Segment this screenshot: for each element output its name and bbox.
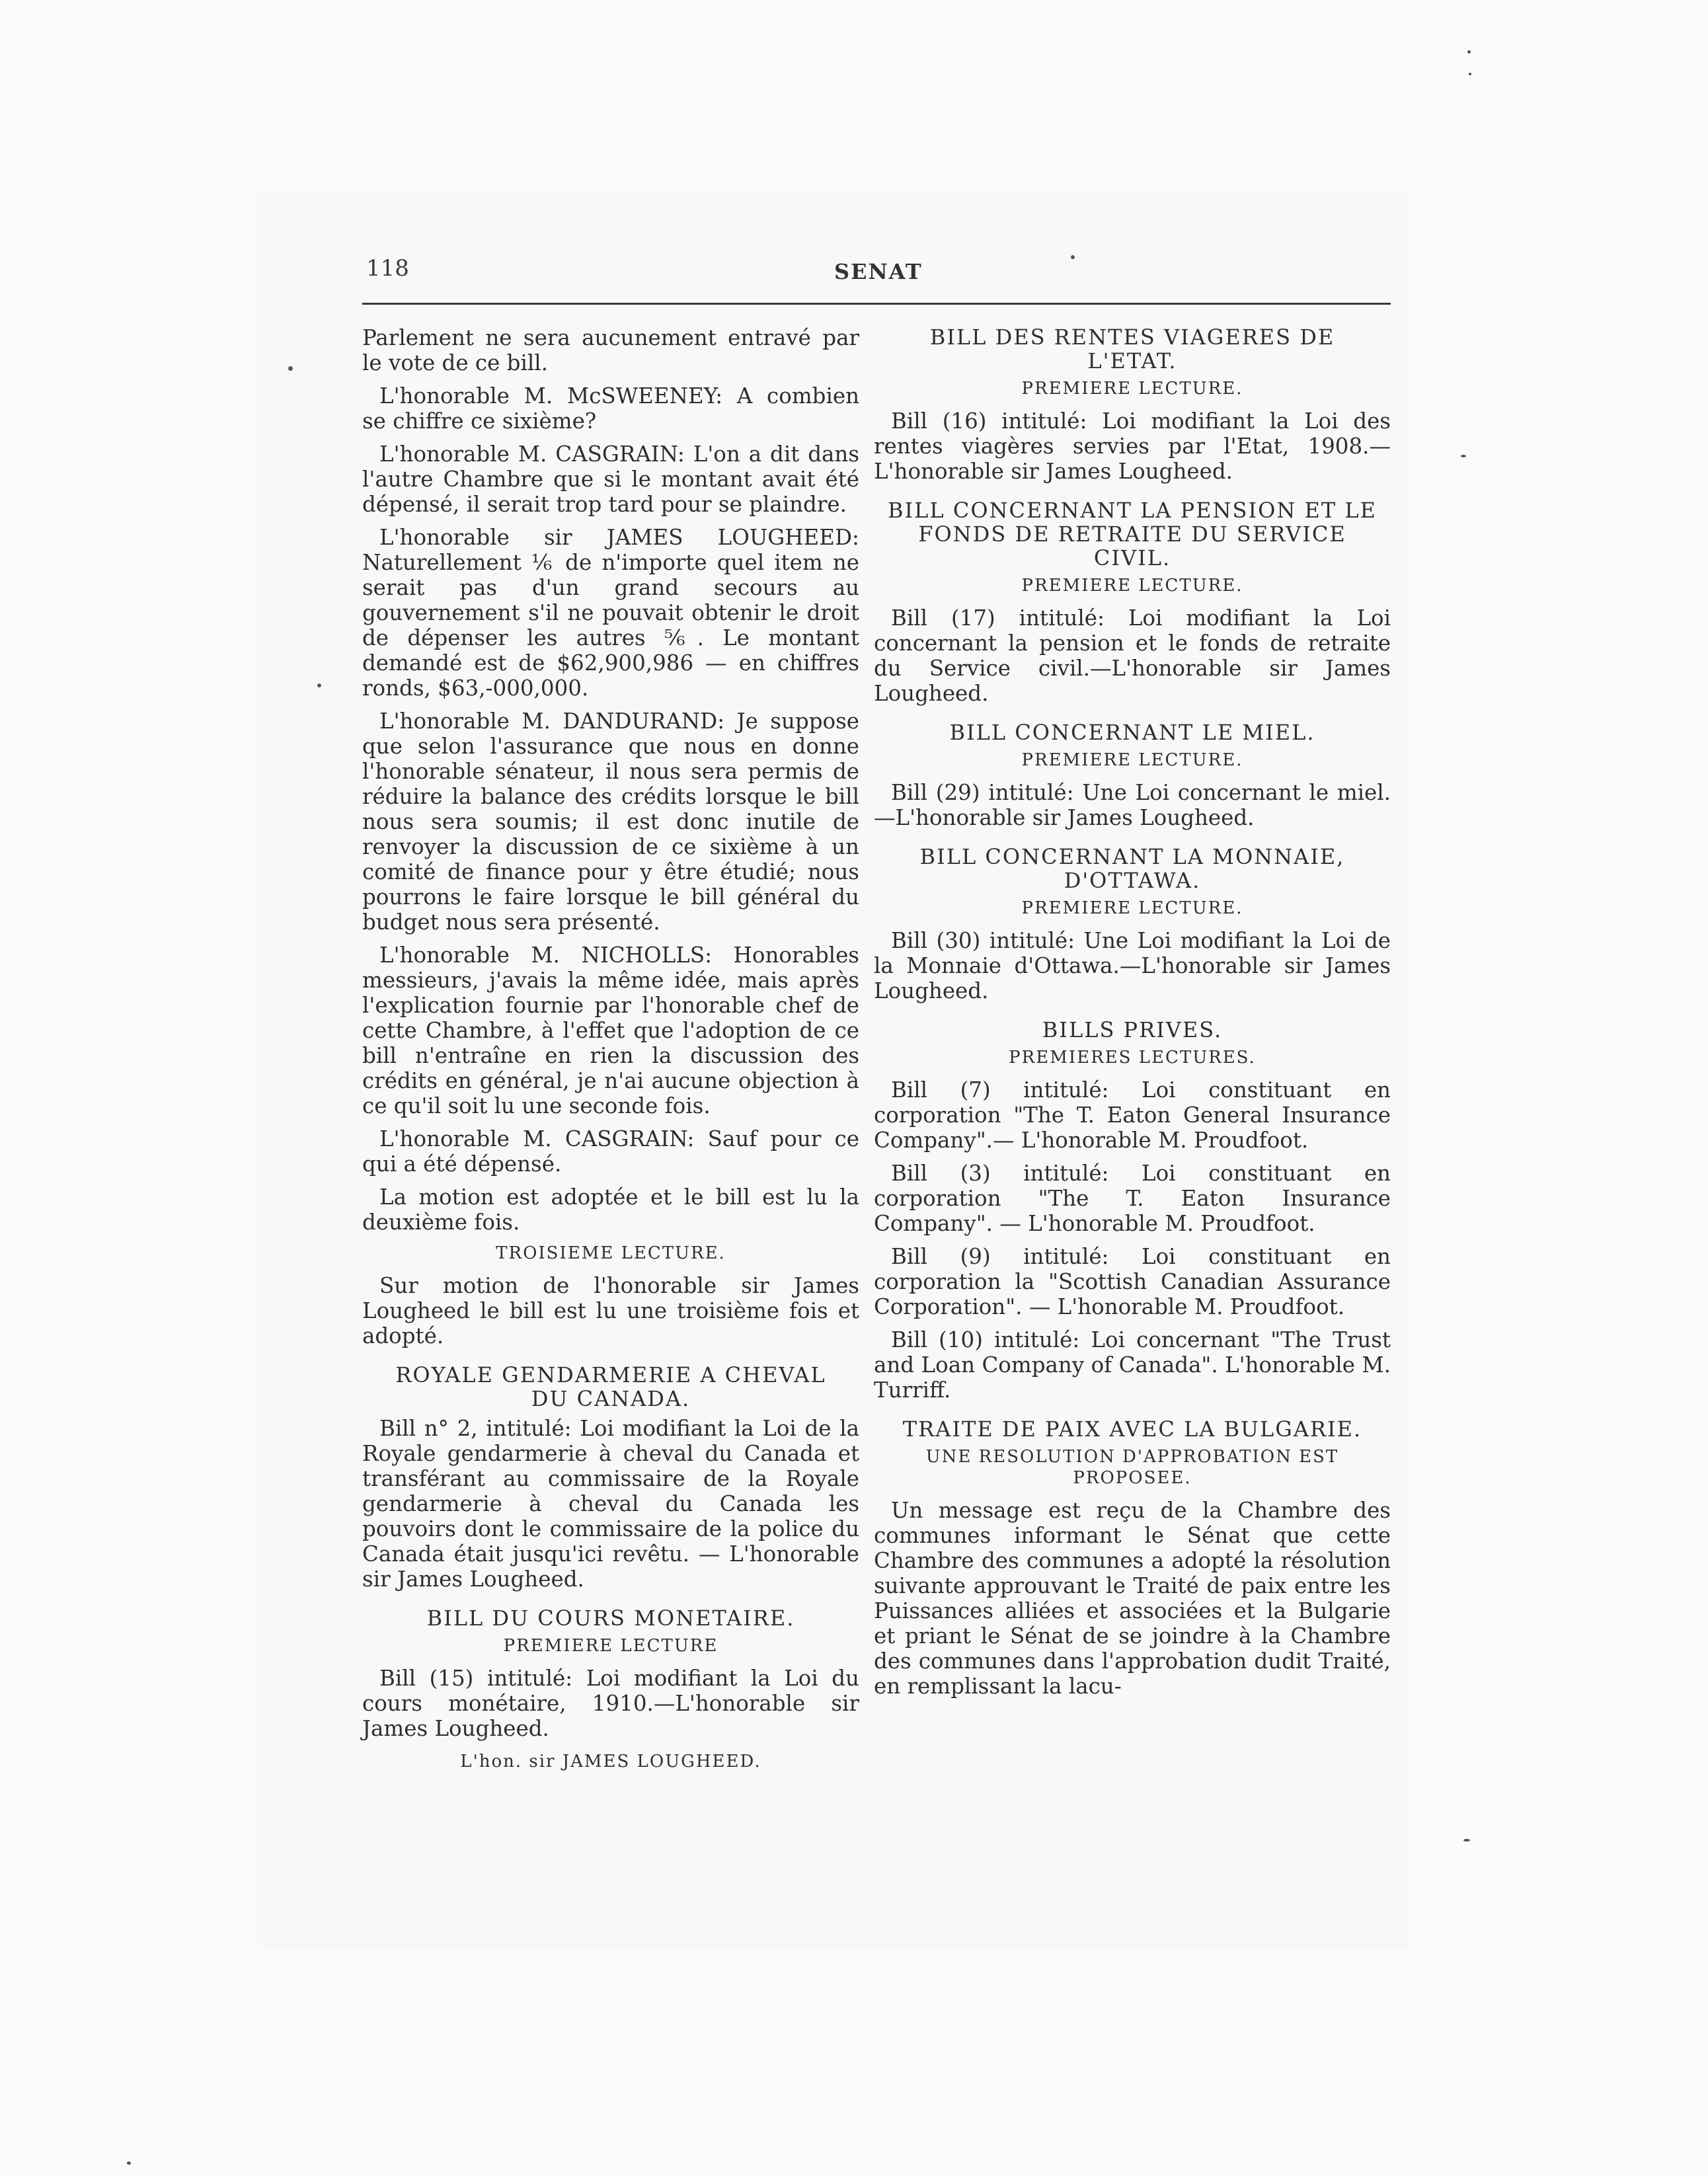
paragraph: Sur motion de l'honorable sir James Lougheed le bill est lu une troisième fois et adopté. [362,1273,859,1348]
section-subheading: PREMIERE LECTURE. [1021,750,1243,770]
paragraph: Bill (17) intitulé: Loi modifiant la Loi concernant la pension et le fonds de retraite du Service civil.—L'honorable sir James Lougheed. [874,605,1391,706]
section-subheading: PREMIERE LECTURE. [1021,898,1243,918]
right-column [874,325,1391,1707]
private-bill-entry: Bill (3) intitulé: Loi constituant en corporation "The T. Eaton Insurance Company". — L'honorable M. Proudfoot. [874,1161,1391,1236]
private-bill-entry: Bill (7) intitulé: Loi constituant en corporation "The T. Eaton General Insurance Company".— L'honorable M. Proudfoot. [874,1077,1391,1153]
section-subheading: PREMIERE LECTURE. [1021,576,1243,596]
paragraph: Un message est reçu de la Chambre des communes informant le Sénat que cette Chambre des communes a adopté la résolution suivante approuvant le Traité de paix entre les Puissances alliées et associées et la Bulgarie et priant le Sénat de se joindre à la Chambre des communes dans l'approbation dudit Traité, en remplissant la lacu- [874,1498,1391,1699]
running-head: SENAT [834,259,923,284]
scan-speck [127,2161,131,2165]
paragraph: L'honorable sir JAMES LOUGHEED: Naturellement ⅙ de n'importe quel item ne serait pas d'un grand secours au gouvernement s'il ne pouvait obtenir le droit de dépenser les autres ⅚. Le montant demandé est de $62,900,986 — en chiffres ronds, $63,-000,000. [362,525,859,701]
paragraph: L'honorable M. McSWEENEY: A combien se chiffre ce sixième? [362,383,859,434]
section-heading: BILL DES RENTES VIAGERES DE L'ETAT. [929,325,1335,373]
section-heading: BILL CONCERNANT LA PENSION ET LE FONDS DE RETRAITE DU SERVICE CIVIL. [888,498,1377,570]
section-heading: BILL CONCERNANT LA MONNAIE, D'OTTAWA. [919,844,1345,893]
section-subheading: TROISIEME LECTURE. [496,1243,726,1263]
paragraph: L'honorable M. CASGRAIN: Sauf pour ce qui a été dépensé. [362,1126,859,1177]
header-rule [362,303,1391,305]
private-bill-entry: Bill (9) intitulé: Loi constituant en corporation la "Scottish Canadian Assurance Corporation". — L'honorable M. Proudfoot. [874,1244,1391,1319]
scan-speck [1071,255,1075,259]
scan-speck [1461,455,1466,457]
scan-speck [317,683,321,687]
section-heading: BILL DU COURS MONETAIRE. [426,1606,795,1631]
column-signature: L'hon. sir JAMES LOUGHEED. [460,1752,761,1771]
page-header [362,250,1391,303]
paragraph: Parlement ne sera aucunement entravé par le vote de ce bill. [362,325,859,375]
private-bill-entry: Bill (10) intitulé: Loi concernant "The Trust and Loan Company of Canada". L'honorable M. Turriff. [874,1327,1391,1403]
paragraph: L'honorable M. DANDURAND: Je suppose que selon l'assurance que nous en donne l'honorable sénateur, il nous sera permis de réduire la balance des crédits lorsque le bill nous sera soumis; il est donc inutile de renvoyer la discussion de ce sixième à un comité de finance pour y être étudié; nous pourrons le faire lorsque le bill général du budget nous sera présenté. [362,709,859,935]
left-column [362,325,859,1774]
section-subheading: PREMIERE LECTURE. [1021,379,1243,399]
section-subheading: PREMIERE LECTURE [503,1636,718,1656]
paragraph: Bill (15) intitulé: Loi modifiant la Loi du cours monétaire, 1910.—L'honorable sir James Lougheed. [362,1666,859,1741]
section-heading: BILLS PRIVES. [1042,1017,1223,1042]
scan-speck [1463,1839,1470,1842]
scan-speck [1469,73,1471,75]
paragraph: Bill (16) intitulé: Loi modifiant la Loi des rentes viagères servies par l'Etat, 1908.—L'honorable sir James Lougheed. [874,408,1391,484]
scan-speck [1467,50,1471,54]
paragraph: Bill (30) intitulé: Une Loi modifiant la Loi de la Monnaie d'Ottawa.—L'honorable sir James Lougheed. [874,928,1391,1003]
page-number: 118 [366,255,409,282]
section-heading: ROYALE GENDARMERIE A CHEVAL DU CANADA. [395,1362,826,1411]
scan-speck [288,366,293,371]
section-subheading: UNE RESOLUTION D'APPROBATION EST PROPOSEE. [925,1447,1339,1488]
paragraph: Bill (29) intitulé: Une Loi concernant le miel.—L'honorable sir James Lougheed. [874,780,1391,830]
paragraph: L'honorable M. NICHOLLS: Honorables messieurs, j'avais la même idée, mais après l'explication fournie par l'honorable chef de cette Chambre, à l'effet que l'adoption de ce bill n'entraîne en rien la discussion des crédits en général, je n'ai aucune objection à ce qu'il soit lu une seconde fois. [362,943,859,1118]
section-heading: BILL CONCERNANT LE MIEL. [949,720,1315,745]
section-heading: TRAITE DE PAIX AVEC LA BULGARIE. [902,1417,1362,1442]
section-subheading: PREMIERES LECTURES. [1009,1048,1256,1068]
paragraph: La motion est adoptée et le bill est lu la deuxième fois. [362,1185,859,1235]
paragraph: L'honorable M. CASGRAIN: L'on a dit dans l'autre Chambre que si le montant avait été dépensé, il serait trop tard pour se plaindre. [362,442,859,517]
paragraph: Bill n° 2, intitulé: Loi modifiant la Loi de la Royale gendarmerie à cheval du Canada et transférant au commissaire de la Royale gendarmerie à cheval du Canada les pouvoirs dont le commissaire de la police du Canada était jusqu'ici revêtu. — L'honorable sir James Lougheed. [362,1416,859,1592]
